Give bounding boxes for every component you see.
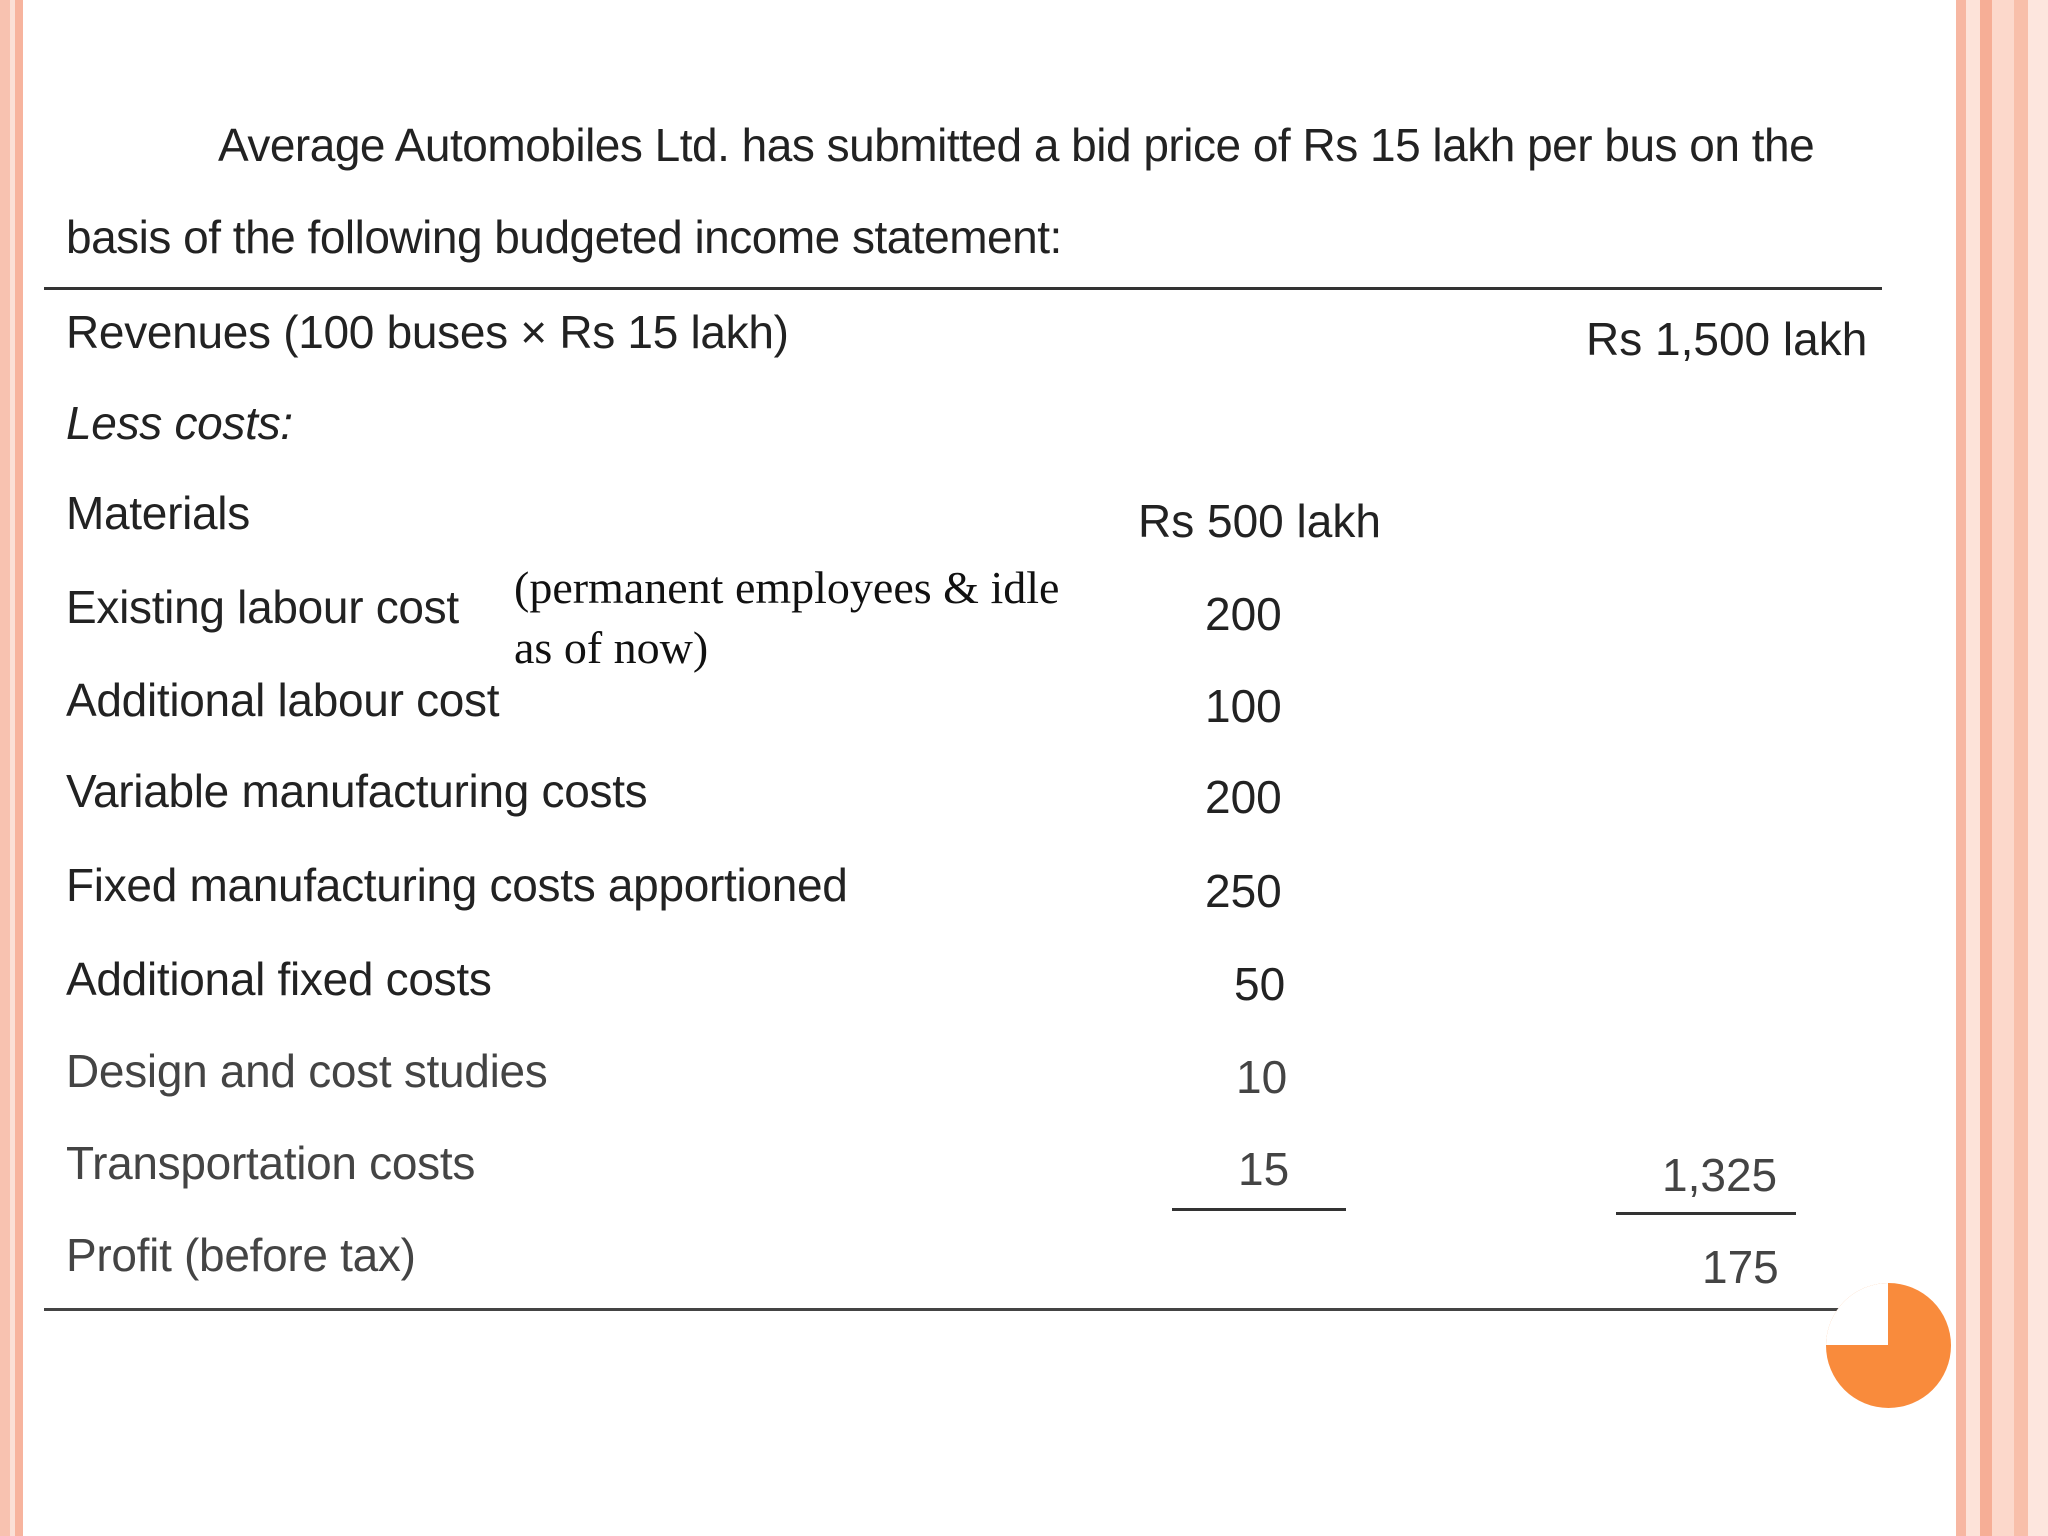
cost-label-design-studies: Design and cost studies bbox=[66, 1045, 548, 1097]
cost-column-subtotal-rule bbox=[1172, 1208, 1346, 1211]
cost-label-materials: Materials bbox=[66, 487, 250, 539]
cost-label-variable-manufacturing: Variable manufacturing costs bbox=[66, 765, 648, 817]
intro-line-1: Average Automobiles Ltd. has submitted a bid price of Rs 15 lakh per bus on the bbox=[218, 119, 1815, 171]
left-border-stripe bbox=[15, 0, 23, 1536]
intro-line-2: basis of the following budgeted income statement: bbox=[66, 211, 1062, 263]
annotation-note bbox=[514, 558, 1059, 678]
right-border-stripe bbox=[1992, 0, 2014, 1536]
revenues-total: Rs 1,500 lakh bbox=[1586, 313, 1868, 365]
cost-label-fixed-manufacturing: Fixed manufacturing costs apportioned bbox=[66, 859, 848, 911]
right-border-stripe bbox=[1956, 0, 1966, 1536]
right-border-stripe bbox=[1980, 0, 1992, 1536]
cost-amount-existing-labour: 200 bbox=[1205, 588, 1282, 640]
cost-amount-variable-manufacturing: 200 bbox=[1205, 771, 1282, 823]
revenues-label: Revenues (100 buses × Rs 15 lakh) bbox=[66, 306, 789, 358]
annotation-line-2: as of now) bbox=[514, 622, 709, 673]
left-border-stripe bbox=[0, 0, 10, 1536]
cost-amount-design-studies: 10 bbox=[1236, 1051, 1288, 1103]
less-costs-label: Less costs: bbox=[66, 397, 293, 449]
cost-label-additional-labour: Additional labour cost bbox=[66, 674, 500, 726]
annotation-line-1: (permanent employees & idle bbox=[514, 562, 1060, 613]
cost-amount-additional-labour: 100 bbox=[1205, 680, 1282, 732]
table-top-rule bbox=[44, 287, 1882, 290]
cost-label-transportation: Transportation costs bbox=[66, 1137, 476, 1189]
right-border-stripe bbox=[1966, 0, 1980, 1536]
table-bottom-rule bbox=[44, 1308, 1890, 1311]
cost-amount-materials: Rs 500 lakh bbox=[1138, 495, 1381, 547]
cost-amount-fixed-manufacturing: 250 bbox=[1205, 865, 1282, 917]
right-border-stripe bbox=[2014, 0, 2028, 1536]
cost-label-additional-fixed: Additional fixed costs bbox=[66, 953, 492, 1005]
profit-value: 175 bbox=[1702, 1241, 1779, 1293]
total-column-subtotal-rule bbox=[1616, 1212, 1796, 1215]
cost-amount-transportation: 15 bbox=[1238, 1143, 1290, 1195]
cost-amount-additional-fixed: 50 bbox=[1234, 958, 1286, 1010]
right-border-stripe bbox=[2028, 0, 2048, 1536]
cost-label-existing-labour: Existing labour cost bbox=[66, 581, 459, 633]
profit-label: Profit (before tax) bbox=[66, 1229, 416, 1281]
total-costs: 1,325 bbox=[1662, 1149, 1778, 1201]
quarter-circle-icon bbox=[1826, 1283, 1951, 1408]
